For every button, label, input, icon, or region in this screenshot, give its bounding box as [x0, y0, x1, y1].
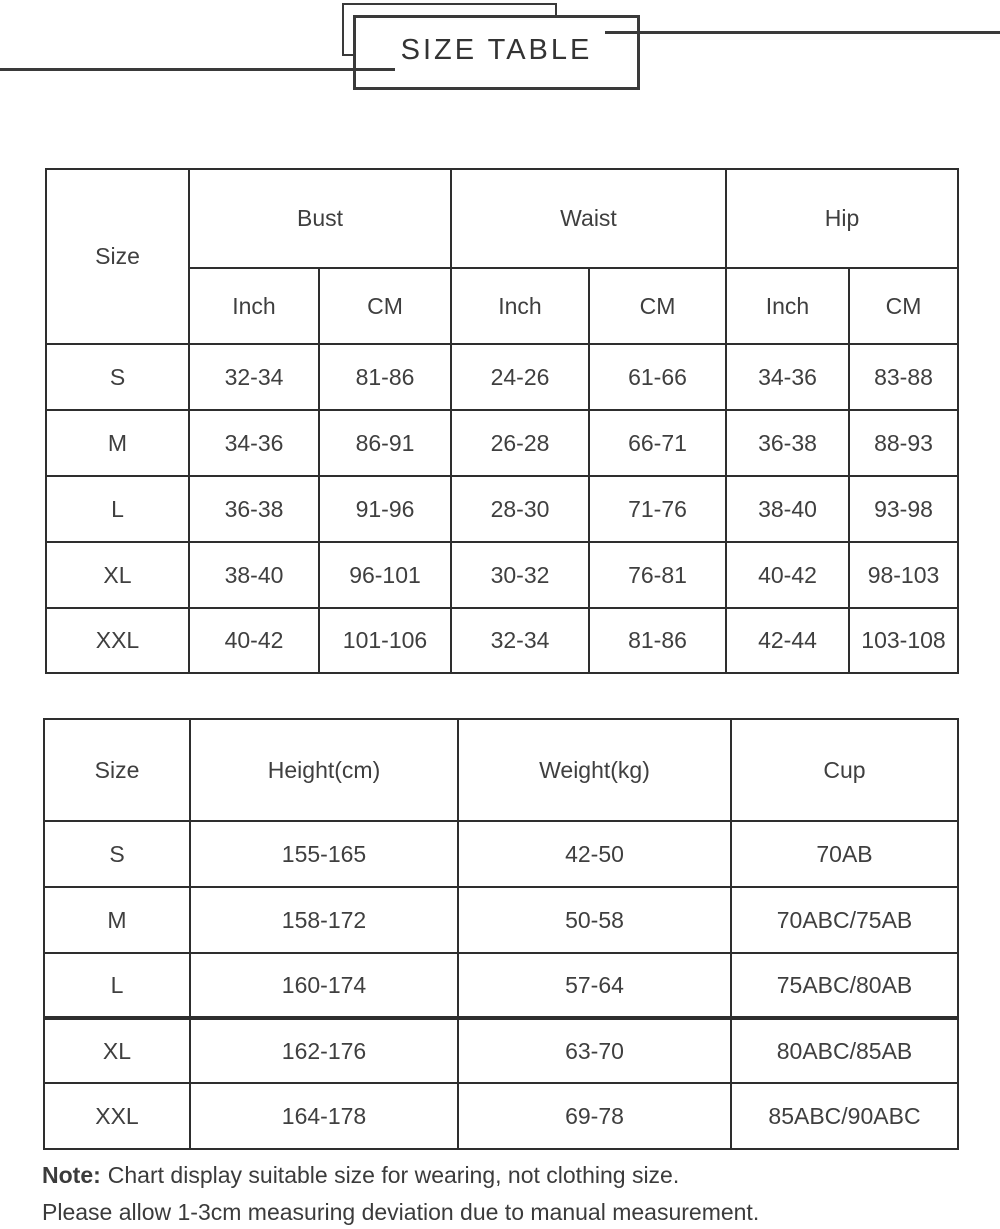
measurement-cell: 26-28	[451, 410, 589, 476]
unit-header: Inch	[189, 268, 319, 344]
table-row	[46, 344, 958, 410]
measurement-cell: 98-103	[849, 542, 958, 608]
measurement-cell: 42-50	[458, 821, 731, 887]
measurement-cell: 93-98	[849, 476, 958, 542]
measurement-cell: 50-58	[458, 887, 731, 953]
measurement-cell: 162-176	[190, 1018, 458, 1083]
measurement-cell: 86-91	[319, 410, 451, 476]
table-row	[46, 410, 958, 476]
measurement-cell: 40-42	[189, 608, 319, 673]
measurement-cell: 85ABC/90ABC	[731, 1083, 958, 1149]
table-row	[44, 821, 958, 887]
size-label: S	[44, 821, 190, 887]
measurement-cell: 28-30	[451, 476, 589, 542]
measurement-cell: 42-44	[726, 608, 849, 673]
note-line-1	[42, 1157, 759, 1194]
size-label: M	[44, 887, 190, 953]
size-label: XXL	[46, 608, 189, 673]
measurement-cell: 81-86	[589, 608, 726, 673]
table-row	[46, 476, 958, 542]
unit-header: CM	[849, 268, 958, 344]
table-row	[44, 887, 958, 953]
measurement-cell: 40-42	[726, 542, 849, 608]
table-row	[46, 169, 958, 268]
column-header-height: Height(cm)	[190, 719, 458, 821]
unit-header: CM	[319, 268, 451, 344]
measurement-cell: 66-71	[589, 410, 726, 476]
measurement-cell: 103-108	[849, 608, 958, 673]
size-label: XXL	[44, 1083, 190, 1149]
measurement-cell: 70AB	[731, 821, 958, 887]
measurement-cell: 71-76	[589, 476, 726, 542]
measurement-cell: 70ABC/75AB	[731, 887, 958, 953]
size-label: M	[46, 410, 189, 476]
measurement-cell: 101-106	[319, 608, 451, 673]
unit-header: Inch	[726, 268, 849, 344]
column-header-cup: Cup	[731, 719, 958, 821]
note-label: Note:	[42, 1162, 101, 1188]
size-label: L	[44, 953, 190, 1018]
column-header-weight: Weight(kg)	[458, 719, 731, 821]
size-label: XL	[46, 542, 189, 608]
measurement-cell: 61-66	[589, 344, 726, 410]
table-row	[46, 542, 958, 608]
page-title: SIZE TABLE	[400, 33, 593, 66]
table-row	[44, 1018, 958, 1083]
measurement-cell: 155-165	[190, 821, 458, 887]
measurement-cell: 34-36	[726, 344, 849, 410]
size-label: S	[46, 344, 189, 410]
measurement-cell: 76-81	[589, 542, 726, 608]
table-row	[44, 719, 958, 821]
measurement-cell: 80ABC/85AB	[731, 1018, 958, 1083]
note-text: Chart display suitable size for wearing, not clothing size.	[107, 1162, 680, 1188]
measurement-cell: 57-64	[458, 953, 731, 1018]
measurement-cell: 96-101	[319, 542, 451, 608]
measurement-cell: 36-38	[189, 476, 319, 542]
measurement-table	[45, 168, 959, 674]
measurement-cell: 38-40	[726, 476, 849, 542]
group-header-hip: Hip	[726, 169, 958, 268]
size-label: L	[46, 476, 189, 542]
measurement-cell: 32-34	[451, 608, 589, 673]
header-left-line	[0, 68, 395, 71]
table-row	[44, 1083, 958, 1149]
measurement-cell: 75ABC/80AB	[731, 953, 958, 1018]
measurement-cell: 34-36	[189, 410, 319, 476]
note-line-2: Please allow 1-3cm measuring deviation due to manual measurement.	[42, 1199, 760, 1225]
fit-table	[43, 718, 959, 1150]
measurement-cell: 81-86	[319, 344, 451, 410]
corner-header-size: Size	[46, 169, 189, 344]
measurement-cell: 158-172	[190, 887, 458, 953]
measurement-cell: 36-38	[726, 410, 849, 476]
measurement-cell: 69-78	[458, 1083, 731, 1149]
unit-header: Inch	[451, 268, 589, 344]
notes	[42, 1157, 759, 1229]
size-label: XL	[44, 1018, 190, 1083]
unit-header: CM	[589, 268, 726, 344]
table-row	[46, 608, 958, 673]
measurement-cell: 88-93	[849, 410, 958, 476]
measurement-cell: 24-26	[451, 344, 589, 410]
header-title-box	[353, 15, 640, 90]
measurement-cell: 91-96	[319, 476, 451, 542]
measurement-cell: 164-178	[190, 1083, 458, 1149]
group-header-waist: Waist	[451, 169, 726, 268]
measurement-cell: 63-70	[458, 1018, 731, 1083]
measurement-cell: 32-34	[189, 344, 319, 410]
table-row	[44, 953, 958, 1018]
group-header-bust: Bust	[189, 169, 451, 268]
measurement-cell: 30-32	[451, 542, 589, 608]
measurement-cell: 83-88	[849, 344, 958, 410]
header-right-line	[605, 31, 1000, 34]
measurement-cell: 38-40	[189, 542, 319, 608]
column-header-size: Size	[44, 719, 190, 821]
measurement-cell: 160-174	[190, 953, 458, 1018]
